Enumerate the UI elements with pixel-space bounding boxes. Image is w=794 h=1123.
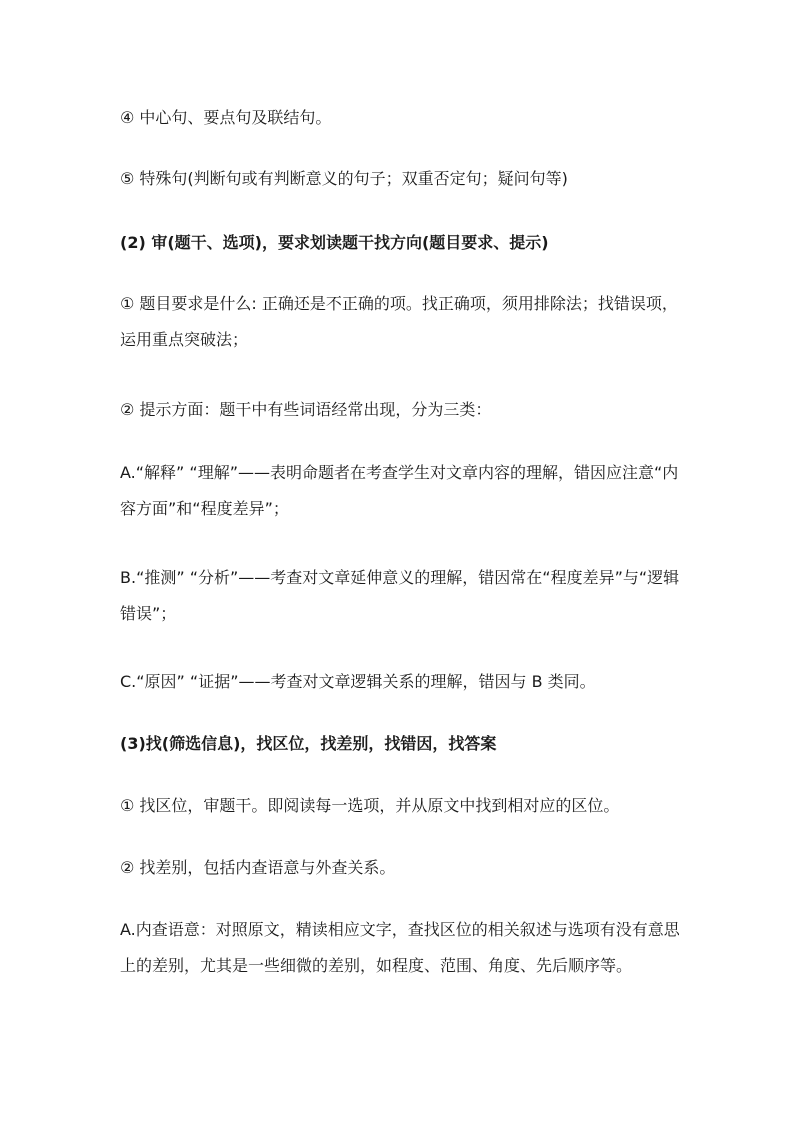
list-item-hint-aspects: ② 提示方面：题干中有些词语经常出现，分为三类： (120, 400, 492, 419)
list-item-find-location: ① 找区位，审题干。即阅读每一选项，并从原文中找到相对应的区位。 (120, 796, 620, 815)
category-c-reason-evidence: C.“原因” “证据”——考查对文章逻辑关系的理解，错因与 B 类同。 (120, 672, 596, 691)
section-heading-find: (3)找(筛选信息)，找区位，找差别，找错因，找答案 (120, 734, 497, 753)
list-item-special-sentences: ⑤ 特殊句(判断句或有判断意义的句子；双重否定句；疑问句等) (120, 169, 568, 188)
section-heading-review: (2) 审(题干、选项)，要求划读题干找方向(题目要求、提示) (120, 233, 549, 252)
category-a-explain-understand: A.“解释” “理解”——表明命题者在考查学生对文章内容的理解，错因应注意“内容方面”和“程度差异”； (120, 463, 679, 518)
list-item-central-sentences: ④ 中心句、要点句及联结句。 (120, 108, 332, 127)
list-item-question-requirements: ① 题目要求是什么: 正确还是不正确的项。找正确项，须用排除法；找错误项，运用重点突破法； (120, 294, 678, 349)
list-item-find-differences: ② 找差别，包括内查语意与外查关系。 (120, 858, 396, 877)
category-a-internal-meaning: A.内查语意：对照原文，精读相应文字，查找区位的相关叙述与选项有没有意思上的差别，尤其是一些细微的差别，如程度、范围、角度、先后顺序等。 (120, 920, 680, 975)
category-b-infer-analyze: B.“推测” “分析”——考查对文章延伸意义的理解，错因常在“程度差异”与“逻辑错误”； (120, 568, 680, 623)
